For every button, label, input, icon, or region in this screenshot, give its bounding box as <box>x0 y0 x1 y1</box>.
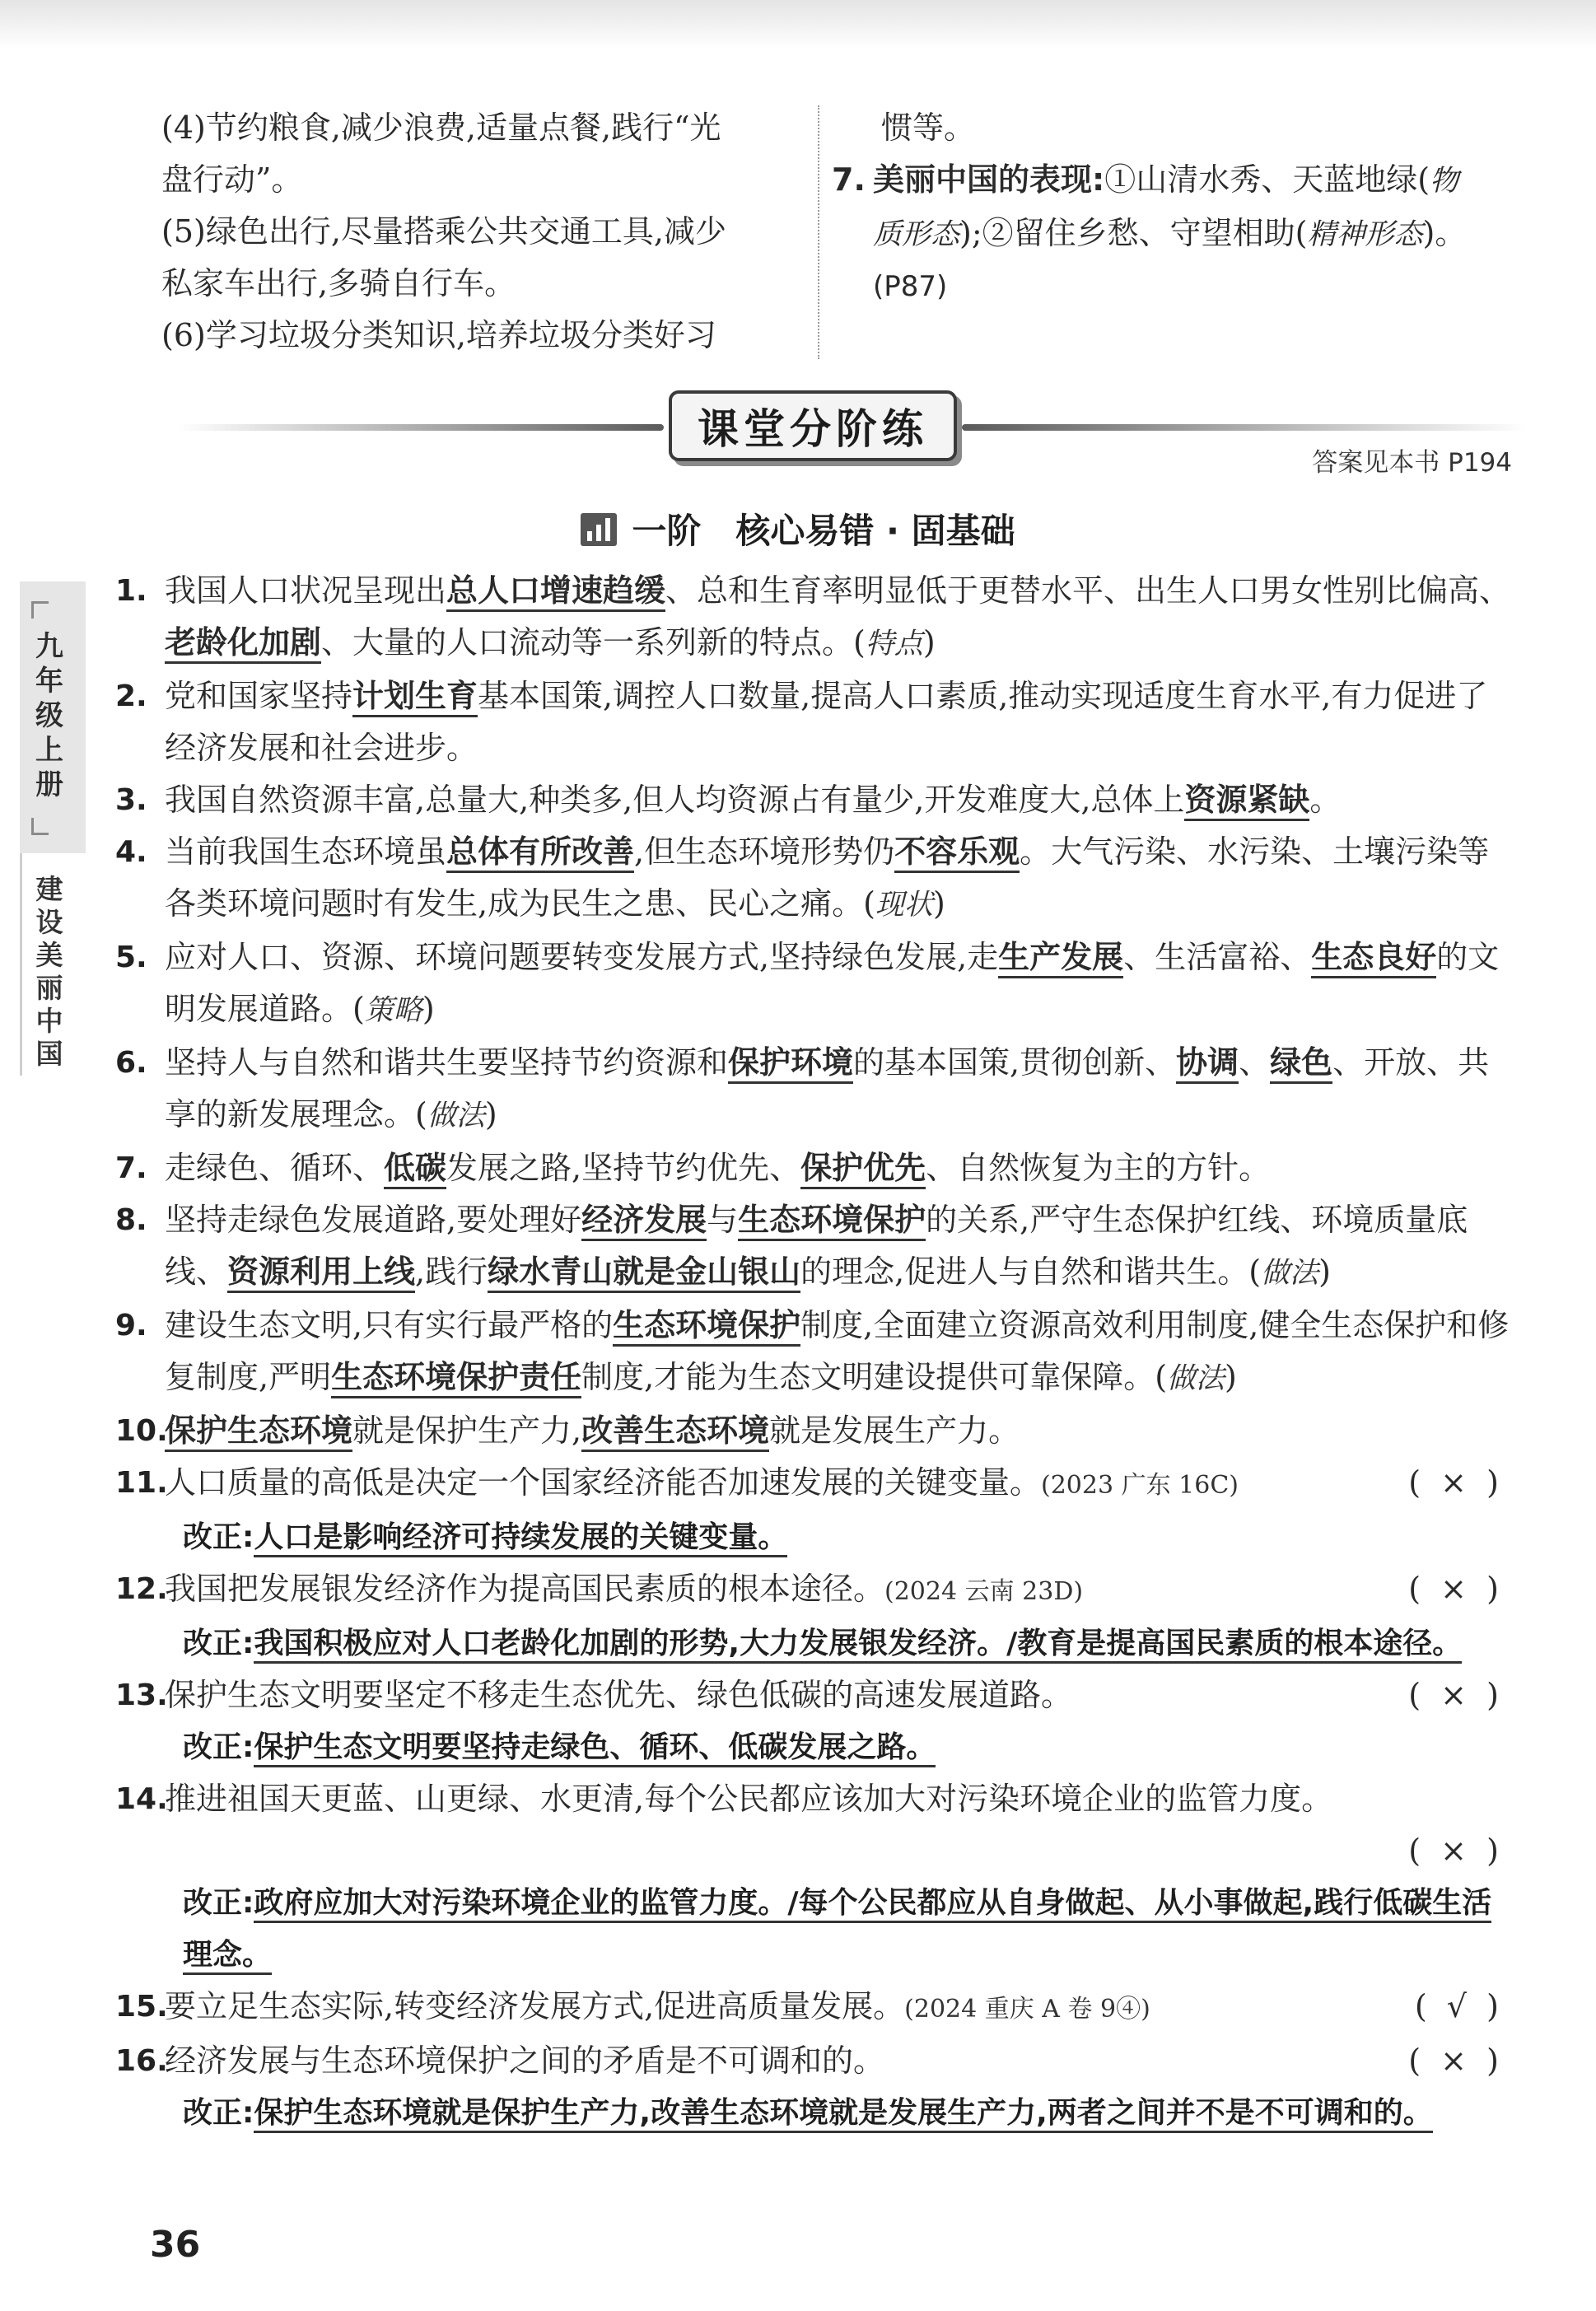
key-answer: 改善生态环境 <box>581 1412 769 1452</box>
judgment-item <box>115 1669 1515 1773</box>
key-answer: 总人口增速趋缓 <box>446 572 665 612</box>
item-segment: 应对人口、资源、环境问题要转变发展方式,坚持绿色发展,走 <box>165 939 999 975</box>
item-segment: 走绿色、循环、 <box>165 1150 385 1186</box>
key-answer: 保护生态环境 <box>165 1412 352 1452</box>
knowledge-item <box>115 565 1515 670</box>
question-list <box>115 565 1515 2139</box>
item-text <box>165 931 1515 1037</box>
item-text <box>165 1405 1515 1457</box>
item-segment: ) <box>1225 1359 1237 1395</box>
correction-text: 人口是影响经济可持续发展的关键变量。 <box>254 1520 787 1557</box>
correction-label: 改正: <box>183 1886 254 1920</box>
tab-bracket-bottom <box>31 818 49 835</box>
knowledge-item <box>115 931 1515 1037</box>
item-segment: 就是发展生产力。 <box>769 1412 1020 1449</box>
item-segment: ) <box>922 624 936 661</box>
key-answer: 计划生育 <box>352 678 478 717</box>
statement-text: 要立足生态实际,转变经济发展方式,促进高质量发展。 <box>165 1988 905 2024</box>
item-segment: 制度,才能为生态文明建设提供可靠保障。( <box>581 1359 1168 1395</box>
item-segment: 、自然恢复为主的方针。 <box>926 1150 1271 1186</box>
judgment-mark: ( √ ) <box>1414 1988 1499 2024</box>
exam-source: (2024 云南 23D) <box>884 1577 1084 1606</box>
item-number: 10. <box>115 1414 168 1448</box>
judgment-statement <box>165 1457 1515 1511</box>
top-left-line: 盘行动”。 <box>161 161 303 198</box>
statement-text: 推进祖国天更蓝、山更绿、水更清,每个公民都应该加大对污染环境企业的监管力度。 <box>165 1781 1333 1817</box>
judgment-mark: ( × ) <box>1408 1832 1499 1869</box>
judgment-statement <box>165 1773 1515 1825</box>
item-segment: 基本国策,调控人口数量,提高人口素质,推动实现适度生育水平,有力促进了经济发展和社会进步。 <box>165 678 1488 766</box>
item-segment: 坚持人与自然和谐共生要坚持节约资源和 <box>165 1044 729 1081</box>
key-answer: 保护环境 <box>728 1044 853 1084</box>
judgment-statement <box>165 1669 1515 1721</box>
knowledge-item <box>115 774 1515 826</box>
correction <box>183 2087 1515 2139</box>
point-7-text-a: ①山清水秀、天蓝地绿( <box>1104 161 1430 198</box>
item-segment: 党和国家坚持 <box>165 678 353 714</box>
judgment-item <box>115 1773 1515 1981</box>
item-segment: 。 <box>1309 782 1342 818</box>
answer-reference: 答案见本书 P194 <box>1312 448 1512 478</box>
column-divider <box>818 105 819 359</box>
item-segment: 当前我国生态环境虽 <box>165 833 447 870</box>
item-number: 15. <box>115 1990 168 2024</box>
point-7-number: 7. <box>832 161 866 198</box>
item-segment: 我国人口状况呈现出 <box>165 572 447 609</box>
key-answer: 绿色 <box>1270 1044 1332 1084</box>
item-text <box>165 774 1515 826</box>
key-answer: 不容乐观 <box>894 833 1020 873</box>
point-7-text-b: );②留住乡愁、守望相助( <box>959 215 1308 251</box>
item-number: 8. <box>115 1203 147 1237</box>
item-segment: 的基本国策,贯彻创新、 <box>853 1044 1177 1081</box>
top-left-line: (5)绿色出行,尽量搭乘公共交通工具,减少 <box>161 213 726 250</box>
item-segment: 。大气污染、水污染、土壤污染等各类环境问题时有发生,成为民生之患、民心之痛。( <box>165 833 1490 922</box>
correction-label: 改正: <box>183 1730 254 1764</box>
key-answer: 总体有所改善 <box>446 833 634 873</box>
scan-top-shadow <box>0 0 1596 49</box>
side-tab-grade: 九年级上册 <box>35 630 63 801</box>
item-number: 12. <box>115 1572 168 1606</box>
item-segment: 、总和生育率明显低于更替水平、出生人口男女性别比偏高、 <box>665 572 1511 609</box>
correction <box>183 1721 1515 1773</box>
item-segment: 的文明发展道路。( <box>165 939 1500 1027</box>
item-text <box>165 670 1515 774</box>
top-left-column <box>161 102 804 362</box>
correction-text: 保护生态环境就是保护生产力,改善生态环境就是发展生产力,两者之间并不是不可调和的。 <box>254 2096 1432 2133</box>
item-text <box>165 565 1515 670</box>
point-7-text-c: )。 <box>1422 215 1467 251</box>
item-segment: ) <box>422 991 435 1027</box>
category-note: 现状 <box>875 889 933 922</box>
statement-text: 我国把发展银发经济作为提高国民素质的根本途径。 <box>165 1571 885 1607</box>
judgment-item <box>115 1457 1515 1563</box>
judgment-statement <box>165 2035 1515 2087</box>
correction <box>183 1511 1515 1563</box>
key-answer: 保护优先 <box>800 1150 926 1189</box>
knowledge-item <box>115 1405 1515 1457</box>
key-answer: 生态环境保护 <box>738 1202 926 1241</box>
key-answer: 协调 <box>1176 1044 1239 1084</box>
tab-bracket-top <box>31 601 49 619</box>
key-answer: 资源紧缺 <box>1184 782 1309 821</box>
correction <box>183 1618 1515 1669</box>
side-rule <box>20 853 22 1076</box>
statement-text: 经济发展与生态环境保护之间的矛盾是不可调和的。 <box>165 2043 885 2079</box>
item-segment: 建设生态文明,只有实行最严格的 <box>165 1307 614 1343</box>
knowledge-item <box>115 670 1515 774</box>
judgment-item <box>115 1981 1515 2035</box>
item-number: 11. <box>115 1466 168 1500</box>
key-answer: 生态环境保护责任 <box>331 1359 581 1398</box>
item-segment: ) <box>1318 1254 1331 1290</box>
item-segment: 与 <box>707 1202 739 1238</box>
banner-line-right <box>962 424 1527 431</box>
item-text <box>165 1037 1515 1142</box>
bar-chart-icon <box>581 513 617 546</box>
statement-text: 人口质量的高低是决定一个国家经济能否加速发展的关键变量。 <box>165 1464 1042 1501</box>
item-segment: ,但生态环境形势仍 <box>634 833 895 870</box>
correction-label: 改正: <box>183 2096 254 2130</box>
top-left-line: 私家车出行,多骑自行车。 <box>161 265 516 301</box>
category-note: 做法 <box>427 1099 485 1132</box>
key-answer: 生态良好 <box>1311 939 1436 978</box>
correction-label: 改正: <box>183 1627 254 1660</box>
category-note: 做法 <box>1167 1362 1225 1395</box>
exam-source: (2023 广东 16C) <box>1041 1471 1239 1500</box>
item-number: 9. <box>115 1309 147 1342</box>
item-segment: 制度,全面建立资源高效利用制度,健全生态保护和修复制度,严明 <box>165 1307 1510 1395</box>
top-right-line: 惯等。 <box>881 110 976 146</box>
judgment-mark: ( × ) <box>1408 1571 1499 1607</box>
correction-text: 政府应加大对污染环境企业的监管力度。/每个公民都应从自身做起、从小事做起,践行低碳生活理念。 <box>183 1886 1491 1975</box>
point-7-line2 <box>832 208 1524 261</box>
judgment-mark: ( × ) <box>1408 1677 1499 1713</box>
point-7-label: 美丽中国的表现: <box>873 161 1105 198</box>
item-number: 6. <box>115 1046 147 1080</box>
section-title: 课堂分阶练 <box>698 405 928 453</box>
side-unit-title: 建设美丽中国 <box>35 873 63 1070</box>
judgment-item <box>115 1563 1515 1669</box>
point-7-note-b: 精神形态 <box>1307 218 1423 251</box>
category-note: 特点 <box>865 628 923 661</box>
item-segment: 、开放、共享的新发展理念。( <box>165 1044 1490 1132</box>
judgment-mark: ( × ) <box>1408 2043 1499 2079</box>
correction-text: 保护生态文明要坚持走绿色、循环、低碳发展之路。 <box>254 1730 936 1767</box>
top-left-line: (6)学习垃圾分类知识,培养垃圾分类好习 <box>161 317 716 353</box>
item-number: 1. <box>115 574 147 608</box>
top-right-column <box>832 102 1524 313</box>
section-banner <box>669 390 957 461</box>
item-text <box>165 1142 1515 1194</box>
item-segment: 、 <box>1239 1044 1271 1081</box>
statement-text: 保护生态文明要坚定不移走生态优先、绿色低碳的高速发展道路。 <box>165 1677 1073 1713</box>
key-answer: 低碳 <box>384 1150 446 1189</box>
judgment-statement <box>165 1981 1515 2035</box>
item-number: 2. <box>115 679 147 713</box>
item-number: 7. <box>115 1151 147 1185</box>
page-number: 36 <box>150 2224 201 2266</box>
knowledge-item <box>115 1037 1515 1142</box>
item-number: 3. <box>115 783 147 817</box>
item-segment: ) <box>484 1096 497 1132</box>
correction-text: 我国积极应对人口老龄化加剧的形势,大力发展银发经济。/教育是提高国民素质的根本途径。 <box>254 1627 1462 1664</box>
key-answer: 老龄化加剧 <box>165 624 321 664</box>
key-answer: 生产发展 <box>998 939 1123 978</box>
item-segment: ) <box>932 885 945 922</box>
item-number: 13. <box>115 1678 168 1712</box>
item-number: 14. <box>115 1782 168 1816</box>
item-segment: 坚持走绿色发展道路,要处理好 <box>165 1202 582 1238</box>
item-number: 4. <box>115 835 147 869</box>
item-number: 16. <box>115 2044 168 2078</box>
item-segment: 我国自然资源丰富,总量大,种类多,但人均资源占有量少,开发难度大,总体上 <box>165 782 1185 818</box>
point-7 <box>832 154 1524 208</box>
knowledge-item <box>115 1142 1515 1194</box>
category-note: 做法 <box>1261 1257 1319 1290</box>
item-segment: 就是保护生产力, <box>352 1412 582 1449</box>
category-note: 策略 <box>364 994 422 1027</box>
key-answer: 资源利用上线 <box>227 1254 415 1293</box>
judgment-mark: ( × ) <box>1408 1464 1499 1501</box>
item-segment: 的关系,严守生态保护红线、环境质量底线、 <box>165 1202 1468 1290</box>
item-segment: 的理念,促进人与自然和谐共生。( <box>800 1254 1262 1290</box>
knowledge-item <box>115 1300 1515 1405</box>
point-7-note-a1: 物 <box>1430 165 1459 198</box>
knowledge-item <box>115 1194 1515 1300</box>
exam-source: (2024 重庆 A 卷 9④) <box>904 1995 1150 2024</box>
item-segment: 、生活富裕、 <box>1123 939 1312 975</box>
top-left-line: (4)节约粮食,减少浪费,适量点餐,践行“光 <box>161 110 721 146</box>
item-segment: ,践行 <box>415 1254 488 1290</box>
key-answer: 生态环境保护 <box>613 1307 800 1347</box>
key-answer: 经济发展 <box>581 1202 707 1241</box>
knowledge-item <box>115 826 1515 931</box>
item-segment: 、大量的人口流动等一系列新的特点。( <box>321 624 866 661</box>
correction <box>183 1877 1515 1981</box>
level-heading <box>0 504 1596 553</box>
item-text <box>165 826 1515 931</box>
item-text <box>165 1300 1515 1405</box>
judgment-statement <box>165 1563 1515 1618</box>
item-segment: 发展之路,坚持节约优先、 <box>446 1150 801 1186</box>
judgment-item <box>115 2035 1515 2139</box>
banner-line-left <box>178 424 664 431</box>
key-answer: 绿水青山就是金山银山 <box>488 1254 800 1293</box>
item-number: 5. <box>115 941 147 974</box>
item-text <box>165 1194 1515 1300</box>
correction-label: 改正: <box>183 1520 254 1554</box>
point-7-note-a2: 质形态 <box>873 218 960 251</box>
level-title: 一阶 核心易错 · 固基础 <box>632 511 1015 551</box>
point-7-page-ref: (P87) <box>873 270 948 303</box>
